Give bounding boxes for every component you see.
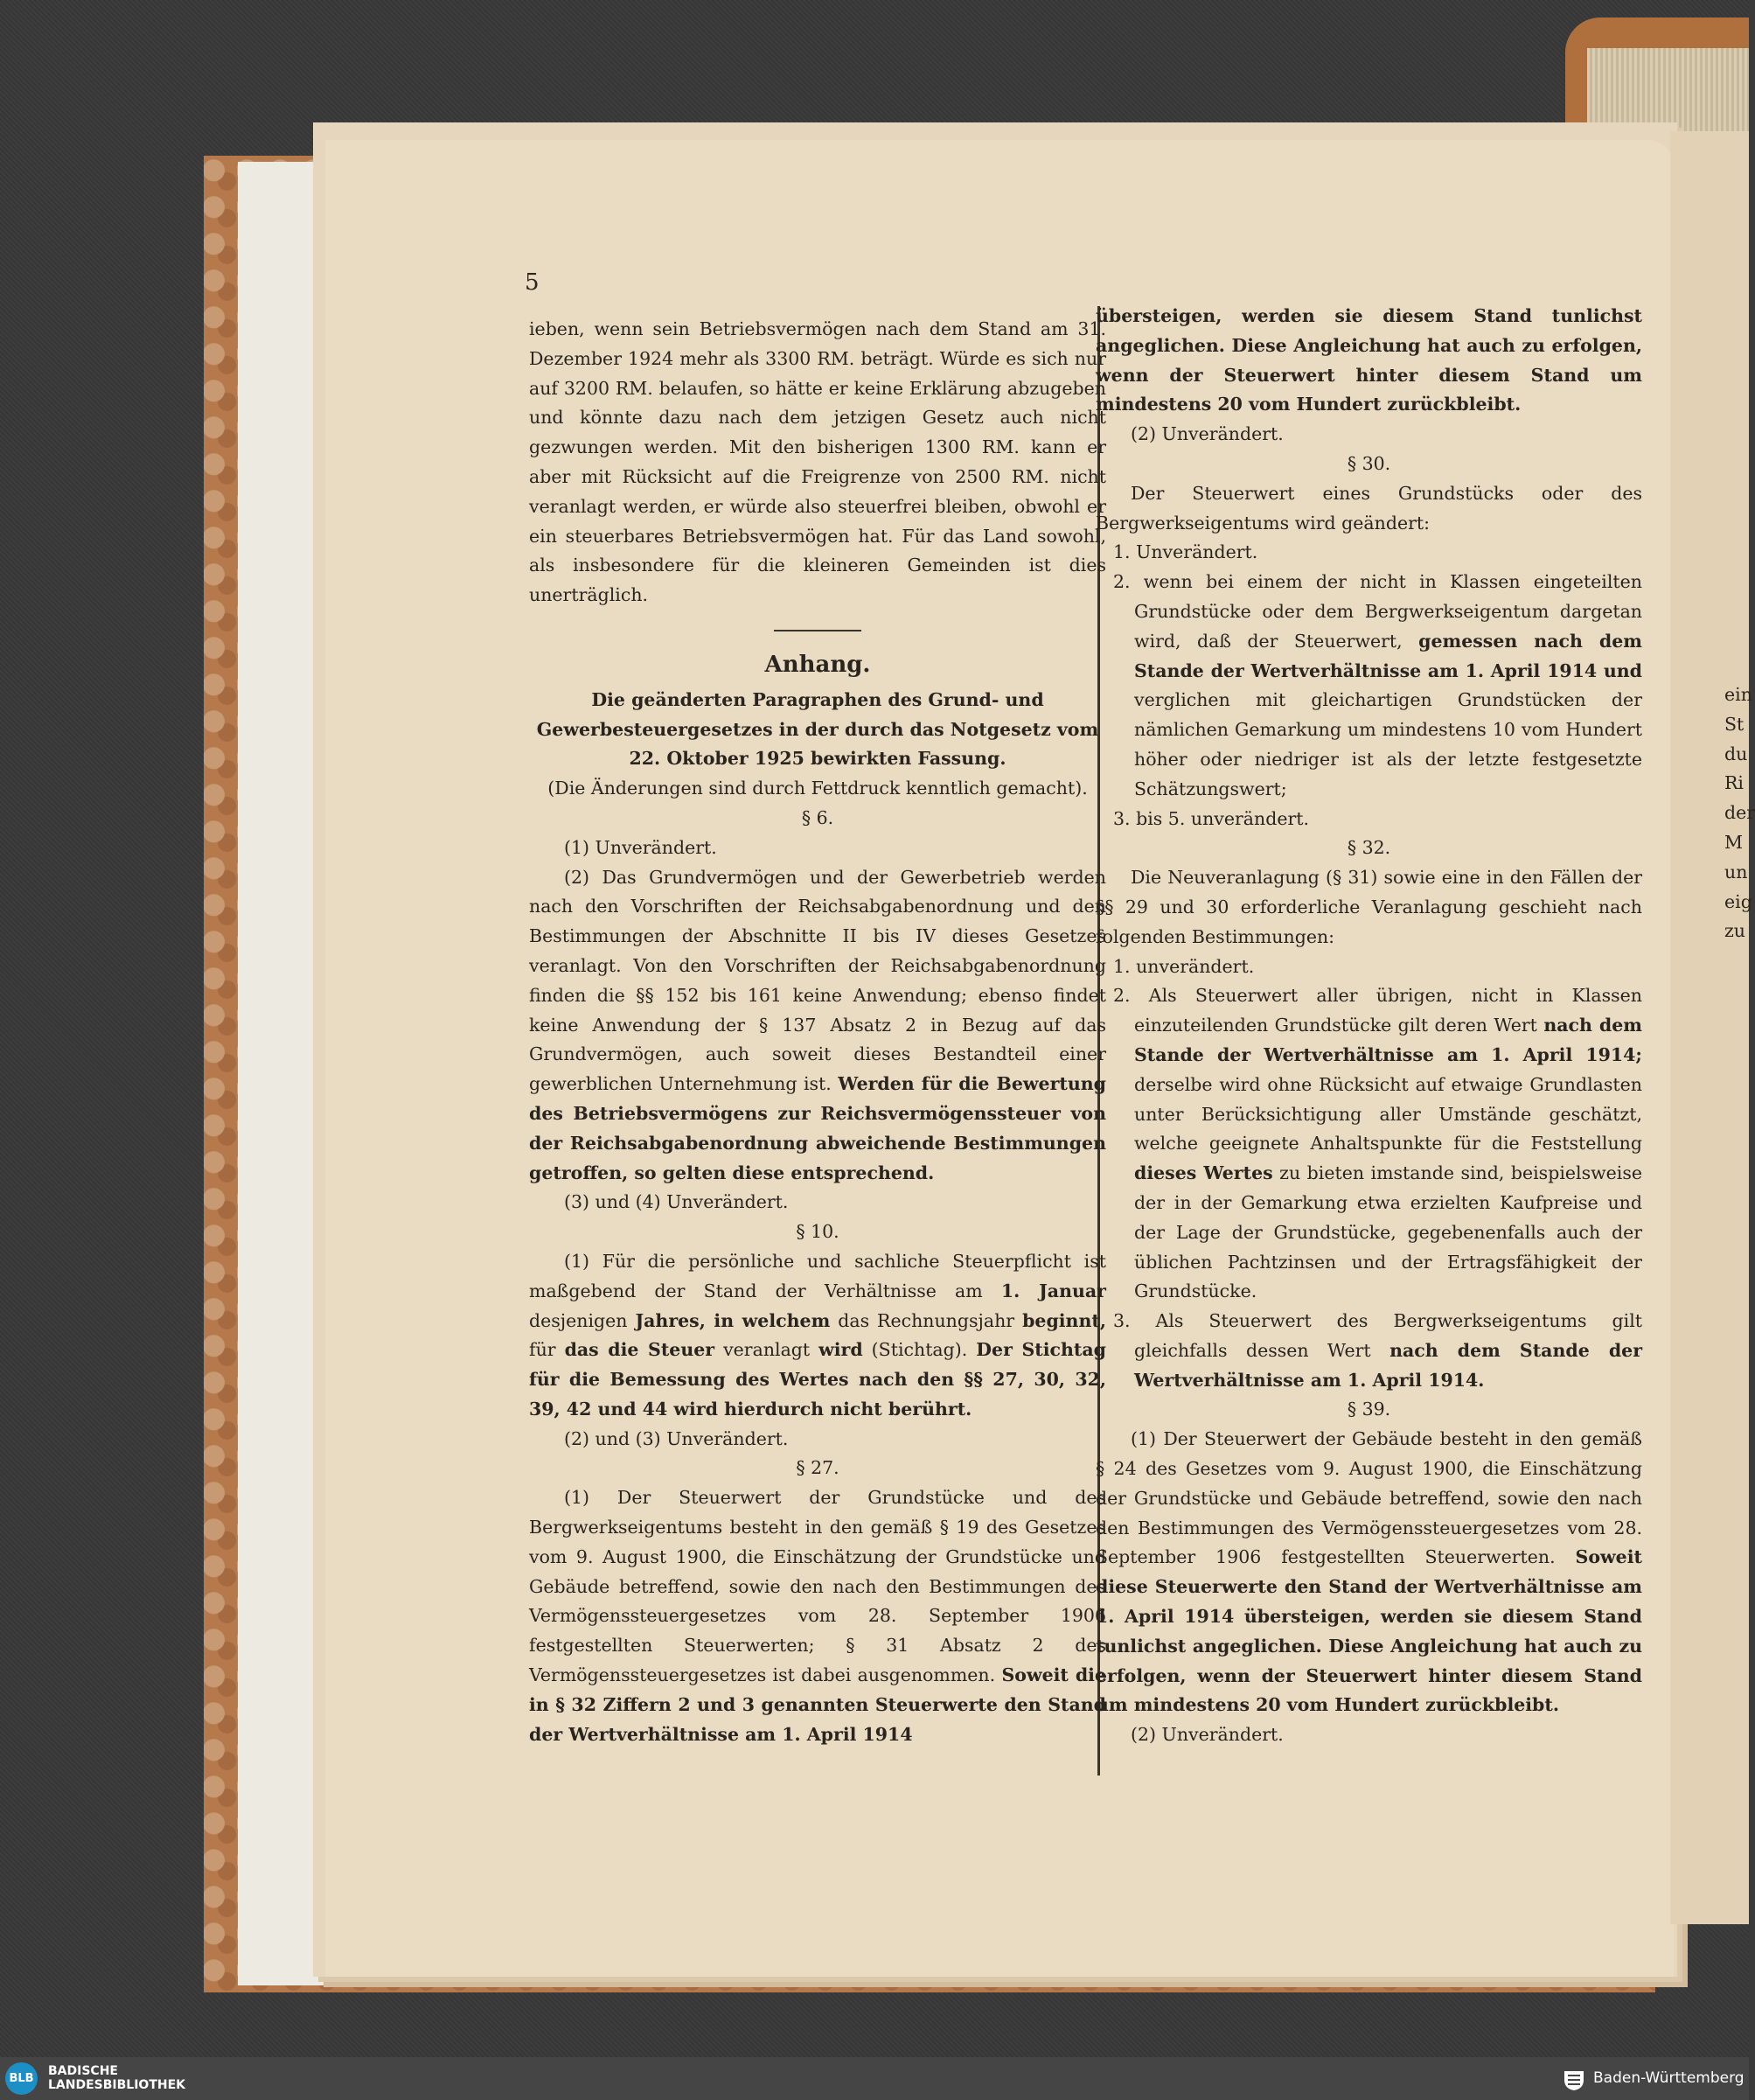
bold-text: dieses Wertes	[1134, 1162, 1273, 1184]
section-title: § 30.	[1347, 452, 1391, 474]
fragment: ein	[1724, 684, 1752, 705]
fragment: Ri	[1724, 772, 1744, 794]
paragraph: (3) und (4) Unverändert.	[564, 1191, 789, 1213]
bold-text: nach dem Stande der Wertverhältnisse am 1. April 1914;	[1134, 1015, 1642, 1065]
paragraph	[529, 863, 1106, 1189]
section-title: § 10.	[796, 1221, 839, 1243]
bold-text: beginnt,	[1022, 1309, 1106, 1331]
bold-text: das die Steuer	[564, 1339, 715, 1361]
section-title: § 32.	[1347, 837, 1391, 859]
fragment: der	[1724, 802, 1755, 824]
text: für	[529, 1339, 556, 1361]
facing-page	[1670, 131, 1755, 1924]
text: (1) Für die persönliche und sachliche Steuerpflicht ist maßgebend der Stand der Verhältnisse am	[529, 1250, 1106, 1301]
list-item	[1096, 568, 1642, 804]
bold-text: Soweit die in § 32 Ziffern 2 und 3 genannten Steuerwerte den Stand der Wertverhältnisse am 1. April 1914	[529, 1664, 1106, 1745]
text: (1) Der Steuerwert der Gebäude besteht in den gemäß § 24 des Gesetzes vom 9. August 1900, die Einschätzung der Grundstücke und Gebäude betreffend, sowie den nach den Bestimmungen des Vermögenssteuergesetzes vom 28. September 1906 festgestellten Steuerwerten.	[1096, 1428, 1642, 1568]
blb-logo[interactable]: BLB	[5, 2062, 38, 2095]
bold-text: übersteigen, werden sie diesem Stand tunlichst angeglichen. Diese Angleichung hat auch zu erfolgen, wenn der Steuerwert hinter diesem Stand um mindestens 20 vom Hundert zurückbleibt.	[1096, 305, 1642, 415]
text: (2) Das Grundvermögen und der Gewerbetrieb werden nach den Vorschriften der Reichsabgabenordnung und den Bestimmungen der Abschnitte II bis IV dieses Gesetzes veranlagt. Von den Vorschriften der Reichsabgabenordnung finden die §§ 152 bis 161 keine Anwendung; ebenso findet keine Anwendung der § 137 Absatz 2 in Bezug auf das Grundvermögen, auch soweit dieses Bestandteil einer gewerblichen Unternehmung ist.	[529, 866, 1106, 1095]
list-item: 1. Unverändert.	[1113, 541, 1258, 563]
bold-text: Soweit diese Steuerwerte den Stand der Wertverhältnisse am 1. April 1914 übersteigen, werden sie diesem Stand tunlichst angeglichen. Diese Angleichung hat auch zu erfolgen, wenn der Steuerwert hinter diesem Stand um mindestens 20 vom Hundert zurückbleibt.	[1096, 1546, 1642, 1716]
appendix-subheading: Die geänderten Paragraphen des Grund- und Gewerbesteuergesetzes in der durch das Notgesetz vom 22. Oktober 1925 bewirkten Fassung.	[536, 688, 1099, 770]
text: 2. wenn bei einem der nicht in Klassen eingeteilten Grundstücke oder dem Bergwerkseigentum dargetan wird, daß der Steuerwert,	[1113, 571, 1642, 652]
paragraph: Die Neuveranlagung (§ 31) sowie eine in den Fällen der §§ 29 und 30 erforderliche Veranlagung geschieht nach folgenden Bestimmungen:	[1096, 867, 1642, 947]
text: desjenigen	[529, 1309, 628, 1331]
bold-text: 1. Januar	[1000, 1280, 1106, 1301]
list-item: 3. bis 5. unverändert.	[1113, 807, 1310, 829]
paragraph	[1096, 1425, 1642, 1720]
library-name-line2: LANDESBIBLIOTHEK	[48, 2078, 186, 2092]
list-item	[1096, 981, 1642, 1307]
list-item: 1. unverändert.	[1113, 955, 1255, 977]
state-name: Baden-Württemberg	[1593, 2069, 1745, 2087]
library-name-line1: BADISCHE	[48, 2064, 118, 2078]
paragraph: (2) Unverändert.	[1131, 1724, 1284, 1746]
fragment: eig	[1724, 890, 1752, 912]
section-title: § 39.	[1347, 1399, 1391, 1420]
section-title: § 6.	[801, 806, 834, 828]
appendix-note: (Die Änderungen sind durch Fettdruck kenntlich gemacht).	[547, 778, 1088, 799]
section-title: § 27.	[796, 1457, 839, 1479]
text: das Rechnungsjahr	[838, 1309, 1015, 1331]
list-item	[1096, 1307, 1642, 1395]
text: veranlagt	[723, 1339, 811, 1361]
appendix-heading: Anhang.	[764, 651, 871, 678]
library-name	[48, 2064, 185, 2092]
section-rule	[774, 630, 861, 631]
fragment: zu	[1724, 920, 1746, 942]
coat-of-arms-icon	[1561, 2066, 1587, 2092]
text: (Stichtag).	[871, 1339, 968, 1361]
text: 3. Als Steuerwert des Bergwerkseigentums gilt gleichfalls dessen Wert	[1113, 1310, 1642, 1361]
intro-paragraph: ieben, wenn sein Betriebsvermögen nach dem Stand am 31. Dezember 1924 mehr als 3300 RM. beträgt. Würde es sich nur auf 3200 RM. belaufen, so hätte er keine Erklärung abzugeben und könnte dazu nach dem jetzigen Gesetz auch nicht gezwungen werden. Mit den bisherigen 1300 RM. kann er aber mit Rücksicht auf die Freigrenze von 2500 RM. nicht veranlagt werden, er würde also steuerfrei bleiben, obwohl er ein steuerbares Betriebsvermögen hat. Für das Land sowohl, als insbesondere für die kleineren Gemeinden ist dies unerträglich.	[529, 318, 1106, 606]
text: verglichen mit gleichartigen Grundstücken der nämlichen Gemarkung um mindestens 10 vom Hundert höher oder niedriger ist als der letzte festgesetzte Schätzungswert;	[1134, 689, 1642, 799]
right-column	[1096, 302, 1642, 1750]
text: (1) Der Steuerwert der Grundstücke und des Bergwerkseigentums besteht in den gemäß § 19 des Gesetzes vom 9. August 1900, die Einschätzung der Grundstücke und Gebäude betreffend, sowie den nach den Bestimmungen des Vermögenssteuergesetzes vom 28. September 1906 festgestellten Steuerwerten; § 31 Absatz 2 des Vermögenssteuergesetzes ist dabei ausgenommen.	[529, 1487, 1106, 1686]
text: 2. Als Steuerwert aller übrigen, nicht in Klassen einzuteilenden Grundstücke gilt deren Wert	[1113, 985, 1642, 1036]
paragraph	[529, 1483, 1106, 1749]
fragment: M	[1724, 831, 1743, 853]
paragraph: (2) Unverändert.	[1131, 423, 1284, 445]
fragment: St	[1724, 713, 1745, 735]
bold-text: nach dem Stande der Wertverhältnisse am 1. April 1914.	[1134, 1339, 1642, 1391]
paragraph: (2) und (3) Unverändert.	[564, 1427, 789, 1449]
paragraph: Der Steuerwert eines Grundstücks oder des Bergwerkseigentums wird geändert:	[1096, 482, 1642, 534]
left-column	[529, 315, 1106, 1749]
page-number: 5	[525, 269, 540, 296]
viewer-footer	[0, 2057, 1749, 2100]
bold-text: gemessen nach dem Stande der Wertverhältnisse am 1. April 1914 und	[1134, 630, 1642, 681]
facing-page-fragments	[1724, 680, 1755, 946]
bold-text: Werden für die Bewertung des Betriebsvermögens zur Reichsvermögenssteuer von der Reichsabgabenordnung abweichende Bestimmungen getroffen, so gelten diese entsprechend.	[529, 1073, 1106, 1183]
fragment: un	[1724, 861, 1748, 883]
bold-text: Der Stichtag für die Bemessung des Wertes nach den §§ 27, 30, 32, 39, 42 und 44 wird hierdurch nicht berührt.	[529, 1339, 1106, 1420]
text: derselbe wird ohne Rücksicht auf etwaige Grundlasten unter Berücksichtigung aller Umstände geschätzt, welche geeignete Anhaltspunkte für die Feststellung	[1134, 1073, 1642, 1155]
fragment: du	[1724, 743, 1748, 764]
bold-text: Jahres, in welchem	[635, 1309, 831, 1331]
text: zu bieten imstande sind, beispielsweise der in der Gemarkung etwa erzielten Kaufpreise und der Lage der Grundstücke, gegebenenfalls auch der üblichen Pachtzinsen und der Ertragsfähigkeit der Grundstücke.	[1134, 1162, 1642, 1302]
paragraph: (1) Unverändert.	[564, 836, 717, 858]
paragraph	[529, 1247, 1106, 1425]
bold-text: wird	[818, 1339, 863, 1361]
